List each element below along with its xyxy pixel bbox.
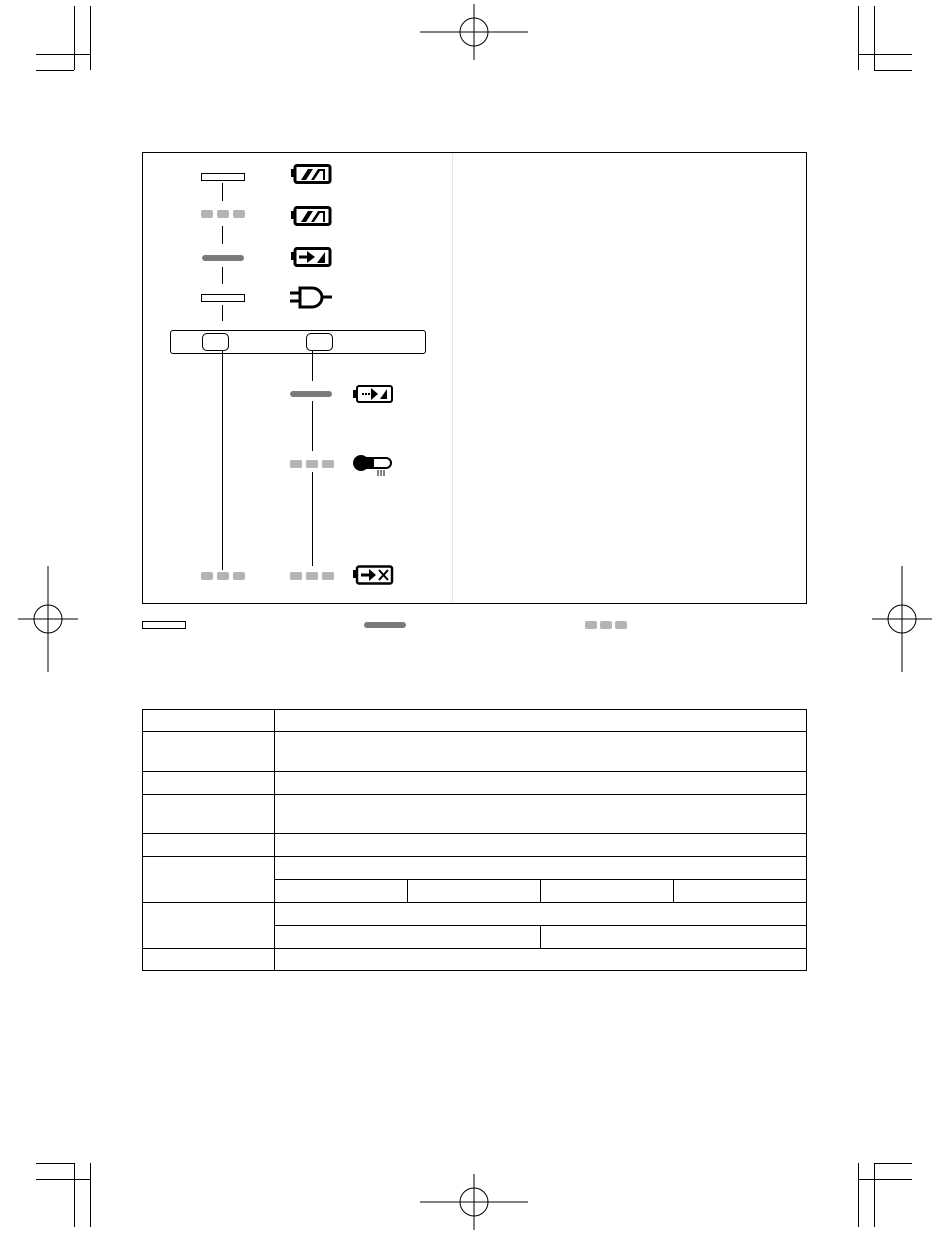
table-row <box>143 772 807 795</box>
table-row <box>143 710 807 732</box>
crop-mark-line <box>874 1163 912 1164</box>
panel-divider <box>452 153 453 602</box>
table-value-cell <box>275 795 807 834</box>
table-value-cell <box>275 834 807 857</box>
table-row <box>143 949 807 971</box>
table-value-cell <box>275 926 541 949</box>
left-button[interactable] <box>202 333 229 351</box>
crop-mark-line <box>36 1179 90 1180</box>
led-off-indicator <box>201 173 245 181</box>
legend-blinking-swatch <box>585 621 627 629</box>
table-value-cell <box>275 710 807 732</box>
table-value-cell <box>275 857 807 880</box>
table-label-cell <box>143 949 275 971</box>
crop-mark-line <box>90 1163 91 1227</box>
battery-full-blinking-icon <box>290 206 332 228</box>
connector-line <box>222 183 223 201</box>
spec-table <box>142 709 807 971</box>
table-row <box>143 834 807 857</box>
crop-mark-line <box>874 6 875 70</box>
crop-mark-line <box>874 70 912 71</box>
connector-line <box>222 267 223 284</box>
legend-off-swatch <box>142 621 186 629</box>
ac-plug-icon <box>288 286 334 310</box>
registration-target-icon <box>18 566 78 672</box>
table-label-cell <box>143 857 275 903</box>
charge-error-icon <box>352 565 394 587</box>
table-value-cell <box>275 880 408 903</box>
table-row <box>143 857 807 880</box>
table-row <box>143 732 807 772</box>
table-value-cell <box>674 880 807 903</box>
connector-line <box>312 472 313 566</box>
table-row <box>143 903 807 926</box>
crop-mark-line <box>36 70 74 71</box>
crop-mark-line <box>74 6 75 70</box>
battery-charging-icon <box>290 247 332 269</box>
right-button[interactable] <box>306 333 333 351</box>
table-label-cell <box>143 772 275 795</box>
table-row <box>143 795 807 834</box>
charging-trickle-icon <box>352 384 394 406</box>
table-value-cell <box>275 772 807 795</box>
connector-line <box>222 351 223 570</box>
crop-mark-line <box>858 1163 859 1227</box>
connector-line <box>222 305 223 321</box>
table-value-cell <box>541 926 807 949</box>
indicator-panel <box>142 152 807 604</box>
crop-mark-line <box>74 1163 75 1227</box>
led-blinking-indicator <box>290 460 334 468</box>
led-blinking-indicator <box>290 572 334 580</box>
registration-target-icon <box>420 4 528 60</box>
crop-mark-line <box>858 54 912 55</box>
table-label-cell <box>143 732 275 772</box>
table-label-cell <box>143 795 275 834</box>
registration-target-icon <box>872 566 932 672</box>
table-label-cell <box>143 710 275 732</box>
led-blinking-indicator <box>201 572 245 580</box>
legend-on-swatch <box>364 622 406 628</box>
table-value-cell <box>275 903 807 926</box>
thermometer-icon <box>352 452 398 478</box>
crop-mark-line <box>90 6 91 70</box>
table-value-cell <box>408 880 541 903</box>
table-value-cell <box>275 949 807 971</box>
led-on-indicator <box>290 391 332 397</box>
crop-mark-line <box>874 1163 875 1227</box>
connector-line <box>222 226 223 244</box>
led-on-indicator <box>202 255 244 261</box>
connector-line <box>312 351 313 381</box>
table-label-cell <box>143 903 275 949</box>
connector-line <box>312 401 313 451</box>
crop-mark-line <box>858 1179 912 1180</box>
crop-mark-line <box>36 1163 74 1164</box>
battery-full-icon <box>290 164 332 186</box>
table-value-cell <box>541 880 674 903</box>
registration-target-icon <box>420 1174 528 1230</box>
crop-mark-line <box>36 54 90 55</box>
led-off-indicator <box>201 294 245 302</box>
crop-mark-line <box>858 6 859 70</box>
led-blinking-indicator <box>201 210 245 218</box>
table-label-cell <box>143 834 275 857</box>
table-value-cell <box>275 732 807 772</box>
